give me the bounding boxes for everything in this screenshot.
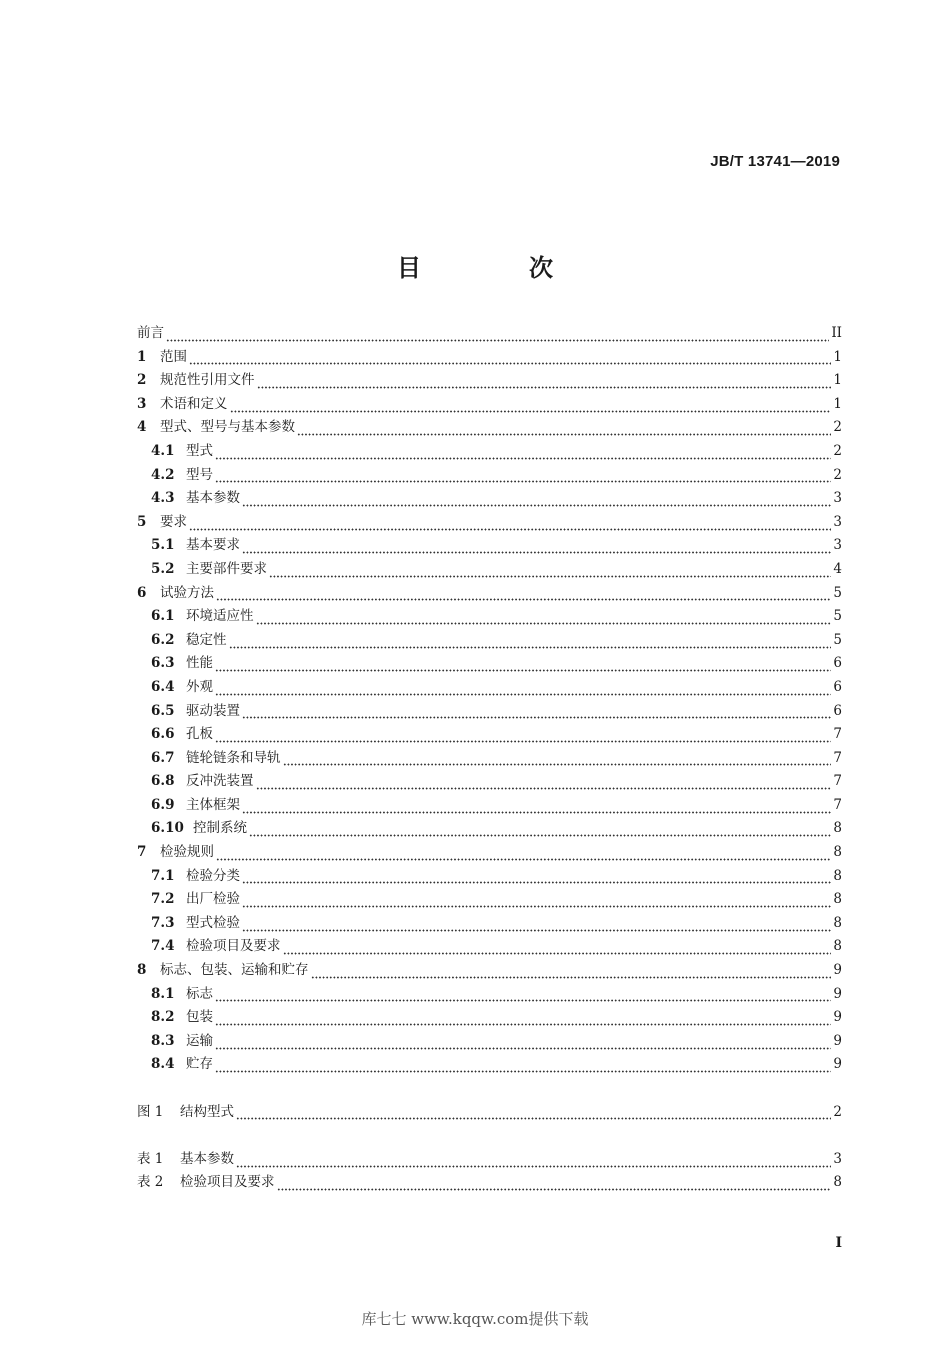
toc-entry-label: 规范性引用文件 bbox=[160, 372, 255, 389]
toc-entry[interactable] bbox=[137, 935, 842, 959]
toc-entry-page: 8 bbox=[833, 891, 842, 908]
download-watermark: 库七七 www.kqqw.com提供下载 bbox=[361, 1310, 589, 1328]
page-title: 目 次 bbox=[397, 254, 595, 282]
toc-entry-page: 9 bbox=[833, 985, 842, 1002]
toc-entry-number: 6.1 bbox=[151, 608, 175, 625]
toc-entry-page: 7 bbox=[833, 773, 842, 790]
toc-entry-page: 6 bbox=[833, 655, 842, 672]
toc-entry-label: 主体框架 bbox=[186, 796, 240, 813]
dot-leader bbox=[269, 568, 831, 578]
dot-leader bbox=[283, 756, 832, 766]
toc-entry[interactable] bbox=[137, 770, 842, 794]
toc-entry[interactable] bbox=[137, 558, 842, 582]
dot-leader bbox=[283, 945, 832, 955]
toc-entry[interactable] bbox=[137, 1006, 842, 1030]
toc-entry-number: 6.9 bbox=[151, 796, 175, 813]
toc-entry-page: 2 bbox=[833, 1103, 842, 1120]
toc-entry-page: 8 bbox=[833, 1174, 842, 1191]
toc-entry-number: 8.3 bbox=[151, 1032, 175, 1049]
dot-leader bbox=[216, 851, 831, 861]
dot-leader bbox=[189, 355, 831, 365]
toc-entry-label: 术语和定义 bbox=[160, 395, 228, 412]
toc-entry-number: 5 bbox=[137, 513, 147, 530]
toc-entry-label: 性能 bbox=[186, 655, 213, 672]
toc-entry-label: 外观 bbox=[186, 678, 213, 695]
toc-entry[interactable] bbox=[137, 959, 842, 983]
toc-entry-label: 控制系统 bbox=[193, 820, 247, 837]
toc-entry-number: 8.4 bbox=[151, 1056, 175, 1073]
toc-entry-number: 7.1 bbox=[151, 867, 175, 884]
toc-entry-page: 8 bbox=[833, 914, 842, 931]
toc-entry-label: 检验项目及要求 bbox=[186, 938, 281, 955]
toc-entry-label: 型式检验 bbox=[186, 914, 240, 931]
dot-leader bbox=[215, 1063, 831, 1073]
toc-entry[interactable] bbox=[137, 487, 842, 511]
standard-number: JB/T 13741—2019 bbox=[710, 153, 840, 170]
toc-entry-page: 6 bbox=[833, 678, 842, 695]
dot-leader bbox=[236, 1158, 831, 1168]
dot-leader bbox=[242, 497, 831, 507]
toc-entry[interactable] bbox=[137, 817, 842, 841]
toc-entry-page: 5 bbox=[833, 608, 842, 625]
dot-leader bbox=[215, 733, 831, 743]
toc-entry[interactable] bbox=[137, 1030, 842, 1054]
toc-entry-page: 1 bbox=[833, 395, 842, 412]
toc-entry-label: 环境适应性 bbox=[186, 608, 254, 625]
toc-entry-page: 2 bbox=[833, 442, 842, 459]
toc-entry-label: 型式 bbox=[186, 442, 213, 459]
dot-leader bbox=[215, 992, 831, 1002]
toc-entry-number: 5.2 bbox=[151, 560, 175, 577]
toc-entry-page: 7 bbox=[833, 796, 842, 813]
toc-entry[interactable] bbox=[137, 582, 842, 606]
dot-leader bbox=[215, 662, 831, 672]
toc-entry[interactable] bbox=[137, 841, 842, 865]
toc-entry[interactable] bbox=[137, 676, 842, 700]
toc-entry-label: 基本要求 bbox=[186, 537, 240, 554]
toc-entry-page: 5 bbox=[833, 631, 842, 648]
toc-entry-number: 4.2 bbox=[151, 466, 175, 483]
toc-entry-number: 8.1 bbox=[151, 985, 175, 1002]
toc-entry-number: 8.2 bbox=[151, 1009, 175, 1026]
toc-entry-label: 范围 bbox=[160, 348, 187, 365]
toc-entry-page: 3 bbox=[833, 1150, 842, 1167]
toc-entry[interactable] bbox=[137, 747, 842, 771]
toc-entry-number: 6.5 bbox=[151, 702, 175, 719]
dot-leader bbox=[242, 922, 831, 932]
dot-leader bbox=[256, 615, 832, 625]
toc-entry-number: 1 bbox=[137, 348, 147, 365]
toc-entry-page: 2 bbox=[833, 419, 842, 436]
toc-entry-label: 检验项目及要求 bbox=[180, 1174, 275, 1191]
toc-entry[interactable] bbox=[137, 440, 842, 464]
toc-entry-page: 1 bbox=[833, 372, 842, 389]
toc-entry-number: 6.3 bbox=[151, 655, 175, 672]
dot-leader bbox=[311, 969, 832, 979]
toc-entry-number: 7.4 bbox=[151, 938, 175, 955]
toc-entry-page: 9 bbox=[833, 962, 842, 979]
toc-entry-page: 8 bbox=[833, 844, 842, 861]
toc-entry-label: 链轮链条和导轨 bbox=[186, 749, 281, 766]
toc-entry-label: 要求 bbox=[160, 513, 187, 530]
toc-entry-page: 7 bbox=[833, 749, 842, 766]
toc-entry-page: 4 bbox=[833, 560, 842, 577]
toc-entry[interactable] bbox=[137, 322, 842, 346]
toc-entry-number: 表 2 bbox=[137, 1174, 164, 1191]
toc-entry-page: 1 bbox=[833, 348, 842, 365]
toc-entry-label: 贮存 bbox=[186, 1056, 213, 1073]
toc-entry[interactable] bbox=[137, 1053, 842, 1077]
toc-entry-page: 6 bbox=[833, 702, 842, 719]
dot-leader bbox=[242, 898, 831, 908]
dot-leader bbox=[215, 450, 831, 460]
toc-entry-number: 6.2 bbox=[151, 631, 175, 648]
toc-entry-number: 4 bbox=[137, 419, 147, 436]
dot-leader bbox=[215, 473, 831, 483]
dot-leader bbox=[297, 426, 831, 436]
dot-leader bbox=[242, 804, 831, 814]
toc-entry-label: 前言 bbox=[137, 325, 164, 341]
toc-entry-number: 6 bbox=[137, 584, 147, 601]
toc-entry[interactable] bbox=[137, 723, 842, 747]
toc-entry-number: 8 bbox=[137, 962, 147, 979]
toc-entry-page: 5 bbox=[833, 584, 842, 601]
toc-entry-number: 7 bbox=[137, 844, 147, 861]
toc-entry[interactable] bbox=[137, 912, 842, 936]
dot-leader bbox=[166, 332, 829, 342]
toc-entry-number: 2 bbox=[137, 372, 147, 389]
toc-entry-page: 8 bbox=[833, 820, 842, 837]
toc-entry-page: 3 bbox=[833, 537, 842, 554]
toc-entry-number: 3 bbox=[137, 395, 147, 412]
toc-entry-number: 6.6 bbox=[151, 726, 175, 743]
toc-entry-page: 7 bbox=[833, 726, 842, 743]
toc-entry-label: 检验规则 bbox=[160, 844, 214, 861]
toc-entry-number: 图 1 bbox=[137, 1103, 164, 1120]
toc-entry-number: 6.10 bbox=[151, 820, 184, 837]
toc-entry-label: 标志 bbox=[186, 985, 213, 1002]
toc-entry[interactable] bbox=[137, 1101, 842, 1125]
toc-entry-page: 9 bbox=[833, 1009, 842, 1026]
toc-entry-label: 结构型式 bbox=[180, 1103, 234, 1120]
toc-entry-label: 基本参数 bbox=[180, 1150, 234, 1167]
toc-entry-number: 7.3 bbox=[151, 914, 175, 931]
dot-leader bbox=[230, 403, 832, 413]
toc-entry-label: 驱动装置 bbox=[186, 702, 240, 719]
toc-entry-page: 9 bbox=[833, 1032, 842, 1049]
toc-entry[interactable] bbox=[137, 416, 842, 440]
toc-entry[interactable] bbox=[137, 605, 842, 629]
dot-leader bbox=[215, 1016, 831, 1026]
dot-leader bbox=[215, 1040, 831, 1050]
toc-entry-label: 型式、型号与基本参数 bbox=[160, 419, 295, 436]
toc-entry-label: 基本参数 bbox=[186, 490, 240, 507]
dot-leader bbox=[216, 591, 831, 601]
dot-leader bbox=[256, 780, 832, 790]
toc-entry-number: 4.3 bbox=[151, 490, 175, 507]
toc-entry[interactable] bbox=[137, 346, 842, 370]
dot-leader bbox=[257, 379, 832, 389]
dot-leader bbox=[249, 827, 831, 837]
toc-entry-page: 2 bbox=[833, 466, 842, 483]
toc-entry-number: 6.7 bbox=[151, 749, 175, 766]
toc-entry[interactable] bbox=[137, 888, 842, 912]
page-number: I bbox=[835, 1235, 842, 1251]
dot-leader bbox=[242, 874, 831, 884]
toc-entry[interactable] bbox=[137, 534, 842, 558]
toc-entry[interactable] bbox=[137, 629, 842, 653]
toc-entry-label: 标志、包装、运输和贮存 bbox=[160, 962, 309, 979]
toc-entry[interactable] bbox=[137, 369, 842, 393]
toc-entry-label: 检验分类 bbox=[186, 867, 240, 884]
toc-entry-number: 6.4 bbox=[151, 678, 175, 695]
toc-entry[interactable] bbox=[137, 652, 842, 676]
dot-leader bbox=[215, 686, 831, 696]
toc-entry-number: 4.1 bbox=[151, 442, 175, 459]
toc-entry-label: 孔板 bbox=[186, 726, 213, 743]
toc-entry-page: II bbox=[831, 325, 842, 341]
toc-entry[interactable] bbox=[137, 511, 842, 535]
toc-entry-page: 3 bbox=[833, 513, 842, 530]
dot-leader bbox=[277, 1181, 832, 1191]
toc-entry-page: 3 bbox=[833, 490, 842, 507]
dot-leader bbox=[242, 709, 831, 719]
toc-entry-label: 出厂检验 bbox=[186, 891, 240, 908]
toc-entry[interactable] bbox=[137, 700, 842, 724]
dot-leader bbox=[229, 639, 832, 649]
toc-entry-label: 运输 bbox=[186, 1032, 213, 1049]
toc-entry[interactable] bbox=[137, 1148, 842, 1172]
toc-entry[interactable] bbox=[137, 1171, 842, 1195]
toc-entry-page: 9 bbox=[833, 1056, 842, 1073]
table-of-contents bbox=[137, 322, 842, 1195]
toc-entry-number: 表 1 bbox=[137, 1150, 164, 1167]
toc-entry-label: 包装 bbox=[186, 1009, 213, 1026]
toc-entry[interactable] bbox=[137, 393, 842, 417]
toc-entry-label: 反冲洗装置 bbox=[186, 773, 254, 790]
toc-entry-page: 8 bbox=[833, 938, 842, 955]
toc-entry[interactable] bbox=[137, 983, 842, 1007]
dot-leader bbox=[236, 1110, 831, 1120]
dot-leader bbox=[242, 544, 831, 554]
dot-leader bbox=[189, 521, 831, 531]
toc-entry-number: 6.8 bbox=[151, 773, 175, 790]
toc-entry[interactable] bbox=[137, 464, 842, 488]
toc-entry-label: 试验方法 bbox=[160, 584, 214, 601]
toc-entry-number: 5.1 bbox=[151, 537, 175, 554]
toc-entry-number: 7.2 bbox=[151, 891, 175, 908]
toc-entry-label: 主要部件要求 bbox=[186, 560, 267, 577]
toc-entry-page: 8 bbox=[833, 867, 842, 884]
toc-entry[interactable] bbox=[137, 865, 842, 889]
toc-entry[interactable] bbox=[137, 794, 842, 818]
toc-entry-label: 型号 bbox=[186, 466, 213, 483]
toc-entry-label: 稳定性 bbox=[186, 631, 227, 648]
